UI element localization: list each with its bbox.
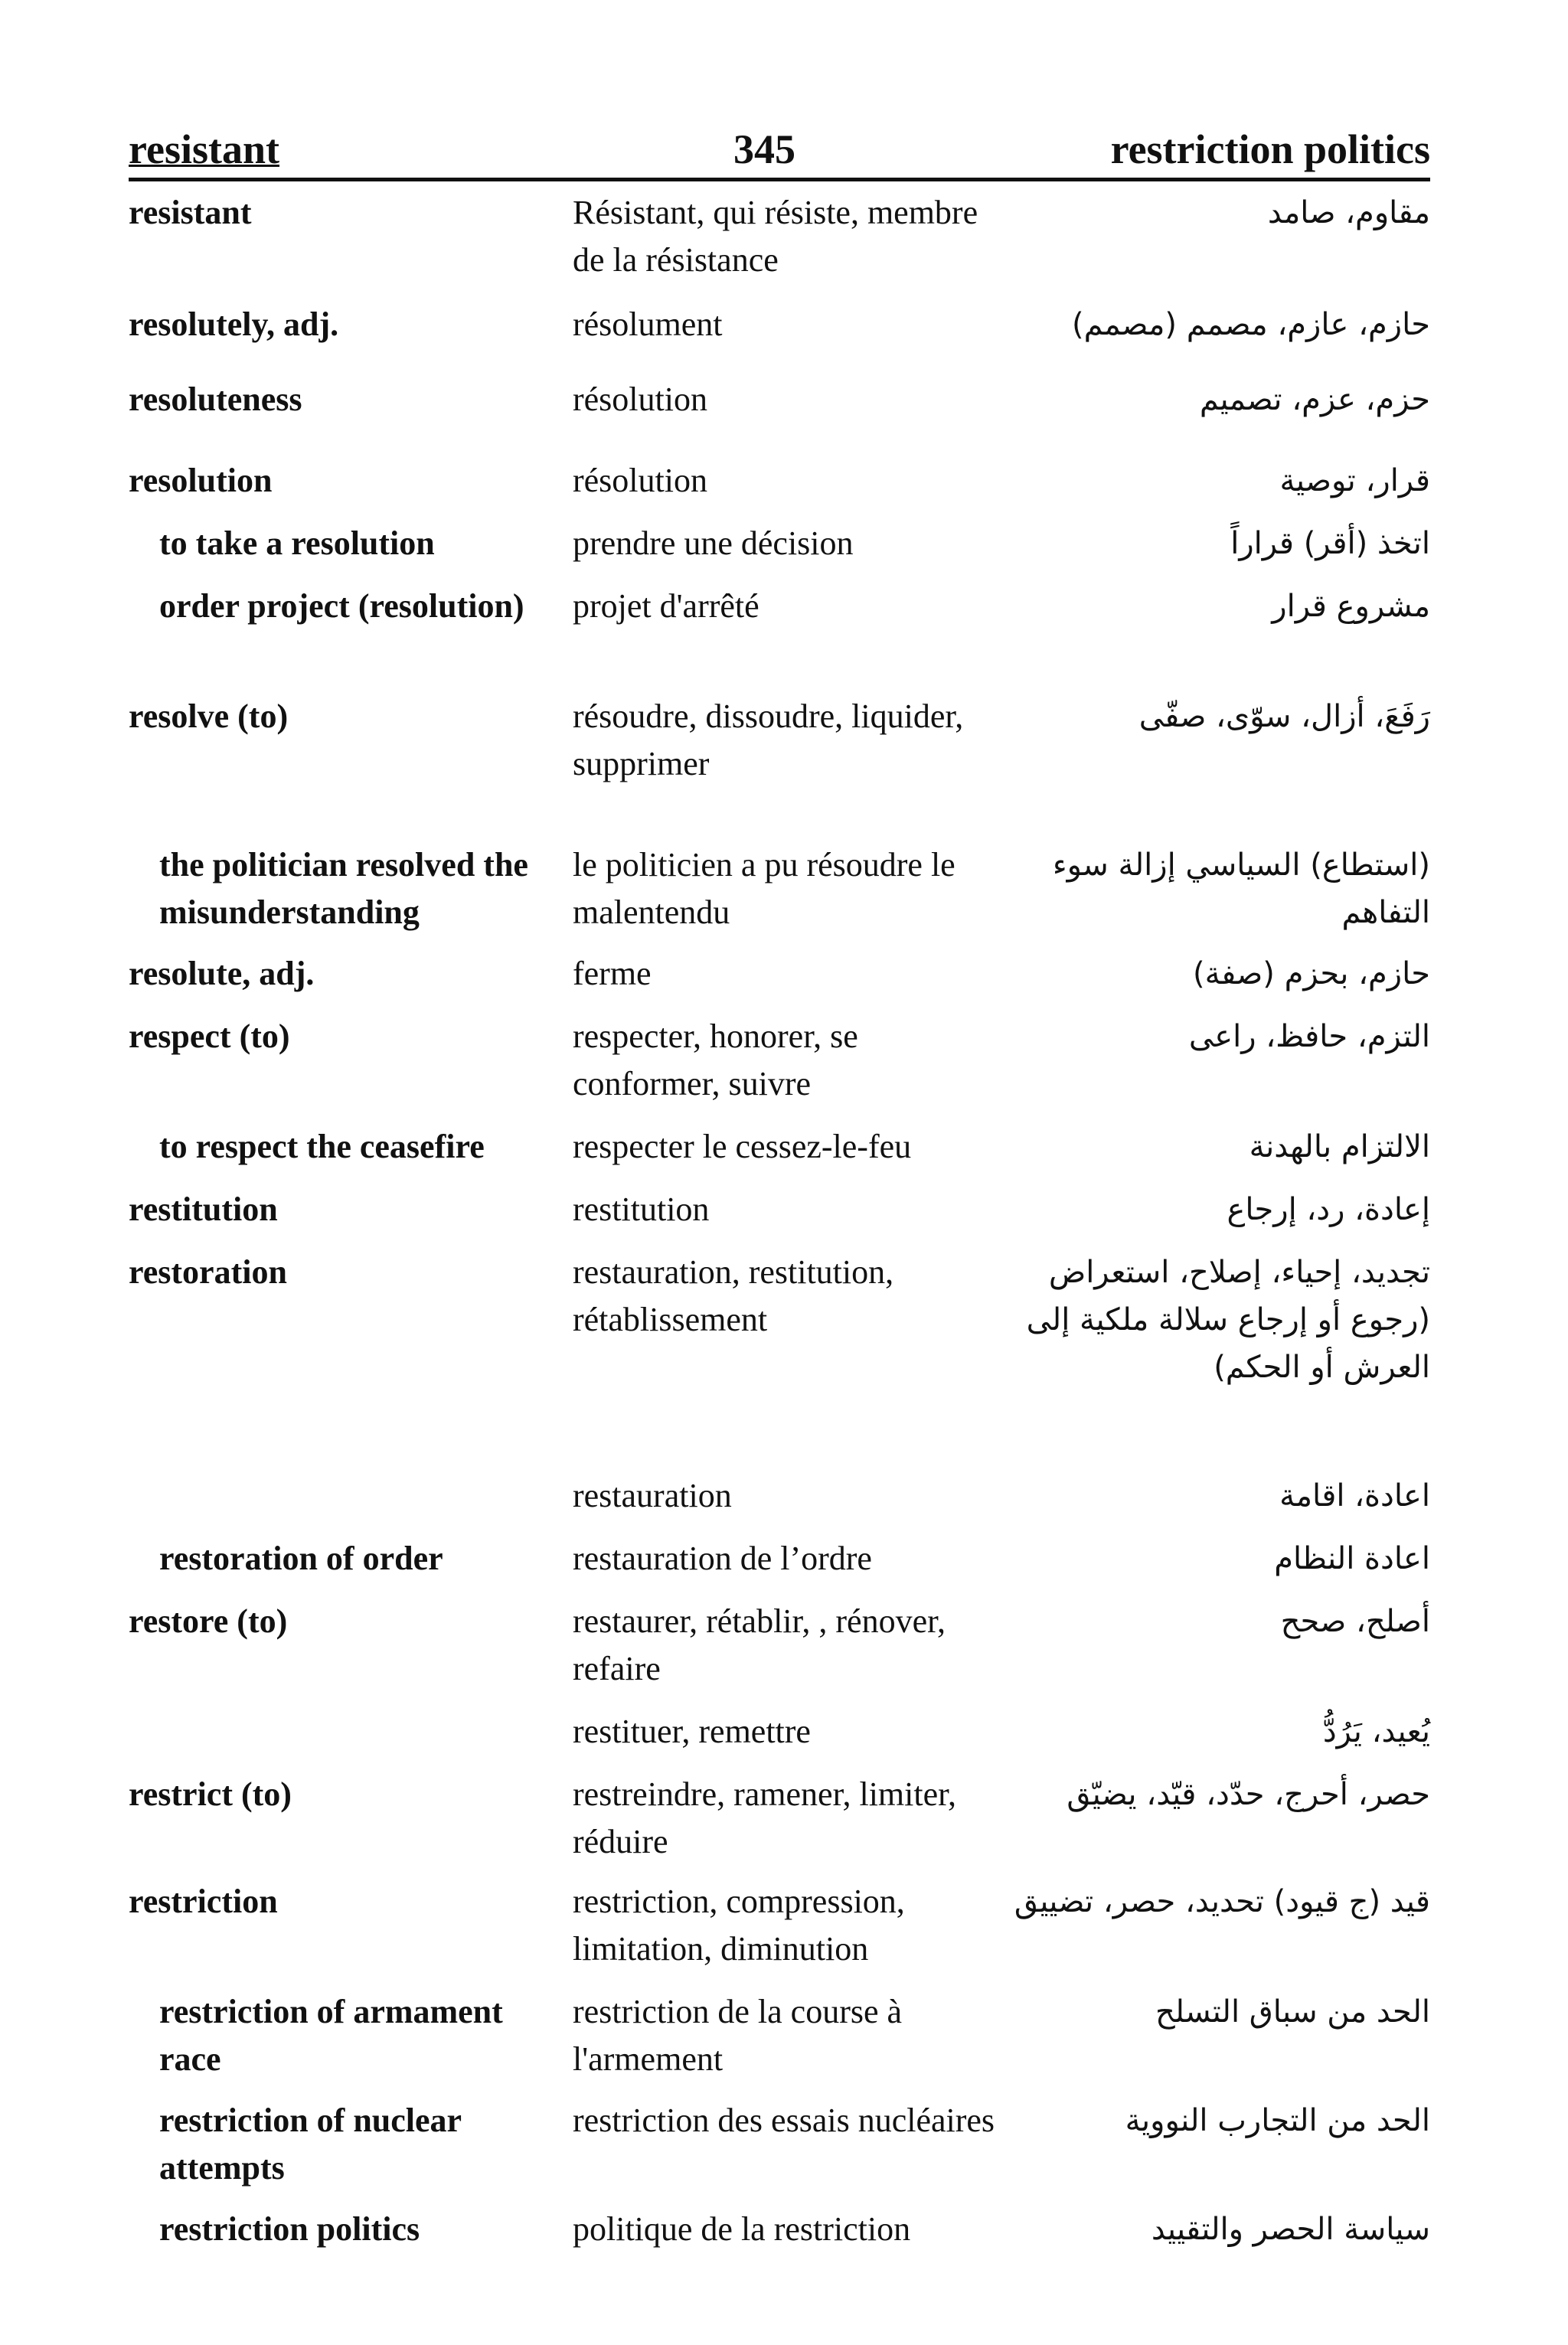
- entry-french: restreindre, ramener, limiter, réduire: [573, 1775, 957, 1860]
- entry-arabic: الالتزام بالهدنة: [1249, 1129, 1430, 1164]
- entry-french: restriction, compression, limitation, diminution: [573, 1883, 905, 1968]
- entry-english: resolution: [129, 462, 273, 499]
- entry-french: respecter, honorer, se conformer, suivre: [573, 1017, 858, 1102]
- entry-french: ferme: [573, 955, 652, 992]
- entry-english: restore (to): [129, 1602, 288, 1640]
- entry-arabic: يُعيد، يَرُدُّ: [1322, 1714, 1430, 1749]
- entry-arabic: الحد من التجارب النووية: [1125, 2103, 1430, 2138]
- entry-french: résolution: [573, 462, 707, 499]
- entry-arabic: الحد من سباق التسلح: [1155, 1994, 1430, 2030]
- dictionary-page: [129, 115, 1430, 2248]
- entry-french: restauration: [573, 1477, 732, 1514]
- entry-english: restitution: [129, 1190, 278, 1228]
- header-first-word: resistant: [129, 126, 279, 172]
- entry-french: résolument: [573, 305, 723, 343]
- entry-french: restauration, restitution, rétablissement: [573, 1253, 894, 1338]
- entry-arabic: أصلح، صحح: [1280, 1604, 1430, 1639]
- entry-french: restaurer, rétablir, , rénover, refaire: [573, 1602, 946, 1687]
- entry-english: resistant: [129, 194, 252, 231]
- entry-english: resolve (to): [129, 697, 289, 735]
- entry-arabic: اعادة، اقامة: [1279, 1478, 1430, 1514]
- entry-english: restriction politics: [159, 2210, 420, 2248]
- entry-english: resolutely, adj.: [129, 305, 339, 343]
- entry-arabic: سياسة الحصر والتقييد: [1151, 2212, 1430, 2247]
- entry-french: restauration de l’ordre: [573, 1540, 872, 1577]
- entry-arabic: مقاوم، صامد: [1267, 195, 1430, 230]
- entry-english: restriction of nuclear attempts: [159, 2102, 462, 2187]
- page-number: 345: [733, 126, 795, 172]
- entry-arabic: رَفَعَ، أزال، سوّى، صفّى: [1138, 699, 1430, 734]
- entry-french: restituer, remettre: [573, 1713, 811, 1750]
- entry-french: résoudre, dissoudre, liquider, supprimer: [573, 697, 964, 782]
- entry-french: politique de la restriction: [573, 2210, 911, 2248]
- entry-french: restitution: [573, 1190, 710, 1228]
- entry-english: respect (to): [129, 1017, 290, 1055]
- entry-english: order project (resolution): [159, 587, 524, 625]
- entry-arabic: مشروع قرار: [1272, 589, 1430, 624]
- entry-english: restoration: [129, 1253, 287, 1291]
- entry-english: restriction: [129, 1883, 278, 1920]
- entry-french: restriction des essais nucléaires: [573, 2102, 995, 2139]
- entry-arabic: حازم، بحزم (صفة): [1193, 956, 1430, 991]
- entry-english: restriction of armament race: [159, 1993, 503, 2078]
- entry-english: restoration of order: [159, 1540, 443, 1577]
- entry-arabic: حصر، أحرج، حدّد، قيّد، يضيّق: [1067, 1777, 1430, 1812]
- entry-arabic: اتخذ (أقر) قراراً: [1230, 526, 1430, 561]
- entry-english: to take a resolution: [159, 524, 435, 562]
- entry-arabic: حزم، عزم، تصميم: [1199, 382, 1430, 417]
- entry-english: to respect the ceasefire: [159, 1128, 485, 1165]
- entry-arabic: قرار، توصية: [1279, 463, 1430, 498]
- entry-french: le politicien a pu résoudre le malentendu: [573, 846, 956, 931]
- entry-arabic: حازم، عازم، مصمم (مصمم): [1071, 307, 1430, 342]
- entry-arabic: التزم، حافظ، راعى: [1188, 1019, 1430, 1054]
- entry-english: resoluteness: [129, 380, 302, 418]
- entry-english: the politician resolved the misunderstanding: [159, 846, 528, 931]
- entry-french: prendre une décision: [573, 524, 854, 562]
- entry-french: projet d'arrêté: [573, 587, 760, 625]
- entry-english: resolute, adj.: [129, 955, 315, 992]
- entry-arabic: إعادة، رد، إرجاع: [1227, 1192, 1430, 1227]
- entry-english: restrict (to): [129, 1775, 292, 1813]
- entry-arabic: (استطاع) السياسي إزالة سوء التفاهم: [1052, 848, 1430, 930]
- entry-french: résolution: [573, 380, 707, 418]
- entry-arabic: اعادة النظام: [1274, 1541, 1430, 1576]
- entry-french: Résistant, qui résiste, membre de la résistance: [573, 194, 978, 279]
- entry-arabic: تجديد، إحياء، إصلاح، استعراض (رجوع أو إرجاع سلالة ملكية إلى العرش أو الحكم): [1026, 1255, 1430, 1385]
- entry-french: restriction de la course à l'armement: [573, 1993, 903, 2078]
- entry-arabic: قيد (ج قيود) تحديد، حصر، تضييق: [1014, 1884, 1430, 1919]
- entry-french: respecter le cessez-le-feu: [573, 1128, 912, 1165]
- page-header: [129, 115, 1430, 181]
- header-last-word: restriction politics: [1110, 126, 1430, 172]
